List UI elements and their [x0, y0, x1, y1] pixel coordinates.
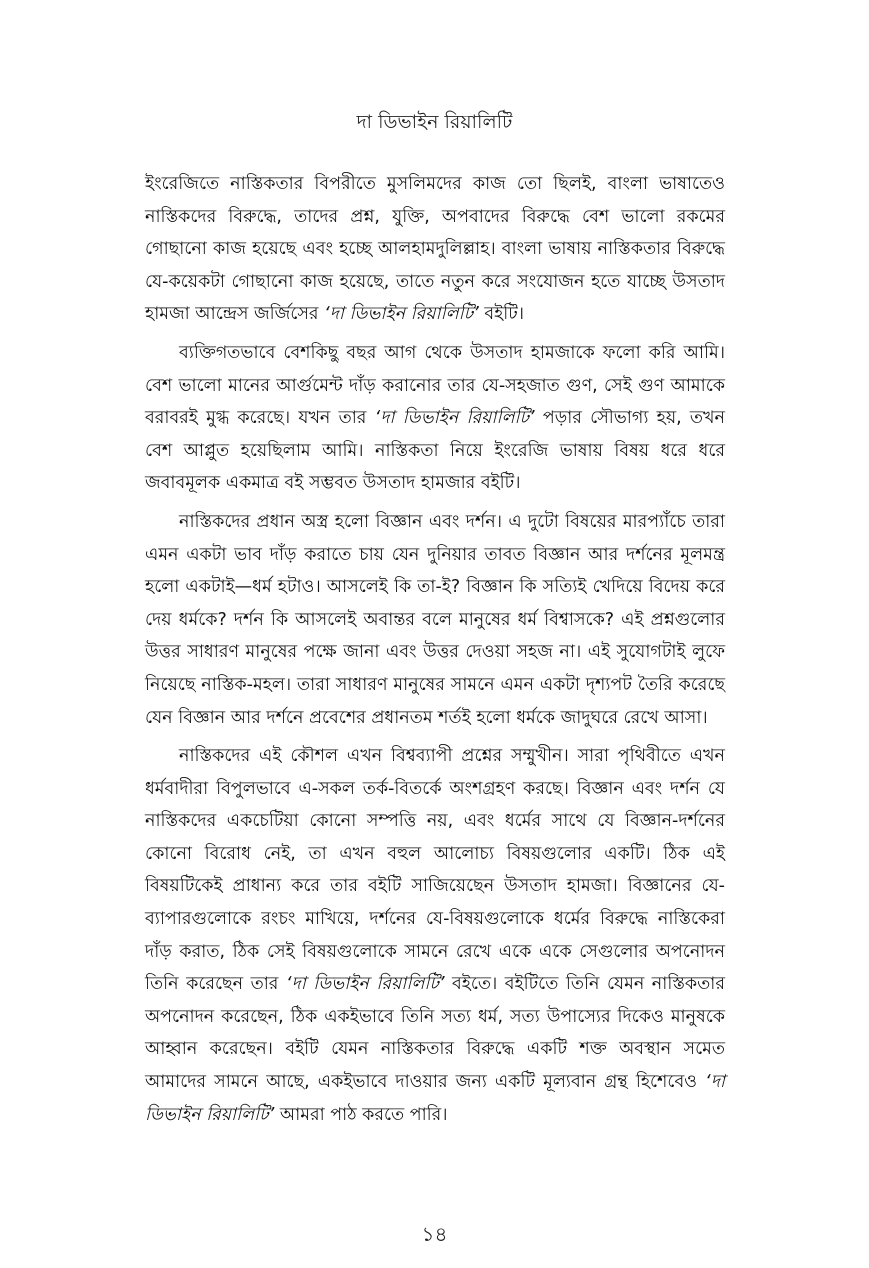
text-run: বইতে। বইটিতে তিনি যেমন নাস্তিকতার অপনোদন করেছেন, ঠিক একইভাবে তিনি সত্য ধর্ম, সত্য উপাস্যের দিকেও মানুষকে আহ্বান করেছেন। বইটি যেমন নাস্তিকতার বিরুদ্ধে একটি শক্ত অবস্থান সমেত আমাদের সামনে আছে, একইভাবে দাওয়ার জন্য একটি মূল্যবান গ্রন্থ হিশেবেও	[145, 974, 725, 1093]
paragraph-4	[145, 740, 725, 1131]
text-run: ইংরেজিতে নাস্তিকতার বিপরীতে মুসলিমদের কাজ তো ছিলই, বাংলা ভাষাতেও নাস্তিকদের বিরুদ্ধে, তাদের প্রশ্ন, যুক্তি, অপবাদের বিরুদ্ধে বেশ ভালো রকমের গোছানো কাজ হয়েছে এবং হচ্ছে আলহামদুলিল্লাহ। বাংলা ভাষায় নাস্তিকতার বিরুদ্ধে যে-কয়েকটা গোছানো কাজ হয়েছে, তাতে নতুন করে সংযোজন হতে যাচ্ছে উসতাদ হামজা আন্দ্রেস জর্জিসের	[145, 174, 725, 325]
book-title-italic: ‘দা ডিভাইন রিয়ালিটি’	[145, 1072, 725, 1125]
text-run: নাস্তিকদের এই কৌশল এখন বিশ্বব্যাপী প্রশ্নের সম্মুখীন। সারা পৃথিবীতে এখন ধর্মবাদীরা বিপুলভাবে এ-সকল তর্ক-বিতর্কে অংশগ্রহণ করছে। বিজ্ঞান এবং দর্শন যে নাস্তিকদের একচেটিয়া কোনো সম্পত্তি নয়, এবং ধর্মের সাথে যে বিজ্ঞান-দর্শনের কোনো বিরোধ নেই, তা এখন বহুল আলোচ্য বিষয়গুলোর একটি। ঠিক এই বিষয়টিকেই প্রাধান্য করে তার বইটি সাজিয়েছেন উসতাদ হামজা। বিজ্ঞানের যে-ব্যাপারগুলোকে রংচং মাখিয়ে, দর্শনের যে-বিষয়গুলোকে ধর্মের বিরুদ্ধে নাস্তিকেরা দাঁড় করাত, ঠিক সেই বিষয়গুলোকে সামনে রেখে একে একে সেগুলোর অপনোদন তিনি করেছেন তার	[145, 746, 725, 995]
paragraph-3	[145, 506, 725, 734]
paragraph-1	[145, 168, 725, 331]
page-number: ১৪	[421, 1222, 448, 1246]
running-header-title: দা ডিভাইন রিয়ালিটি	[356, 111, 513, 133]
book-title-italic: ‘দা ডিভাইন রিয়ালিটি’	[285, 974, 445, 995]
text-run: আমরা পাঠ করতে পারি।	[274, 1104, 448, 1125]
text-run: বইটি।	[478, 304, 525, 325]
paragraph-2	[145, 337, 725, 500]
body-text	[145, 168, 725, 1137]
text-run: নাস্তিকদের প্রধান অস্ত্র হলো বিজ্ঞান এবং দর্শন। এ দুটো বিষয়ের মারপ্যাঁচে তারা এমন একটা ভাব দাঁড় করাতে চায় যেন দুনিয়ার তাবত বিজ্ঞান আর দর্শনের মূলমন্ত্র হলো একটাই—ধর্ম হটাও। আসলেই কি তা-ই? বিজ্ঞান কি সত্যিই খেদিয়ে বিদেয় করে দেয় ধর্মকে? দর্শন কি আসলেই অবান্তর বলে মানুষের ধর্ম বিশ্বাসকে? এই প্রশ্নগুলোর উত্তর সাধারণ মানুষের পক্ষে জানা এবং উত্তর দেওয়া সহজ না। এই সুযোগটাই লুফে নিয়েছে নাস্তিক-মহল। তারা সাধারণ মানুষের সামনে এমন একটা দৃশ্যপট তৈরি করেছে যেন বিজ্ঞান আর দর্শনে প্রবেশের প্রধানতম শর্তই হলো ধর্মকে জাদুঘরে রেখে আসা।	[145, 511, 725, 728]
text-run: ব্যক্তিগতভাবে বেশকিছু বছর আগ থেকে উসতাদ হামজাকে ফলো করি আমি। বেশ ভালো মানের আর্গুমেন্ট দাঁড় করানোর তার যে-সহজাত গুণ, সেই গুণ আমাকে বরাবরই মুগ্ধ করেছে। যখন তার	[145, 342, 725, 429]
book-title-italic: ‘দা ডিভাইন রিয়ালিটি’	[374, 408, 535, 429]
text-run: পড়ার সৌভাগ্য হয়, তখন বেশ আপ্লুত হয়েছিলাম আমি। নাস্তিকতা নিয়ে ইংরেজি ভাষায় বিষয় ধরে ধরে জবাবমূলক একমাত্র বই সম্ভবত উসতাদ হামজার বইটি।	[145, 408, 725, 494]
book-title-italic: ‘দা ডিভাইন রিয়ালিটি’	[324, 304, 479, 325]
